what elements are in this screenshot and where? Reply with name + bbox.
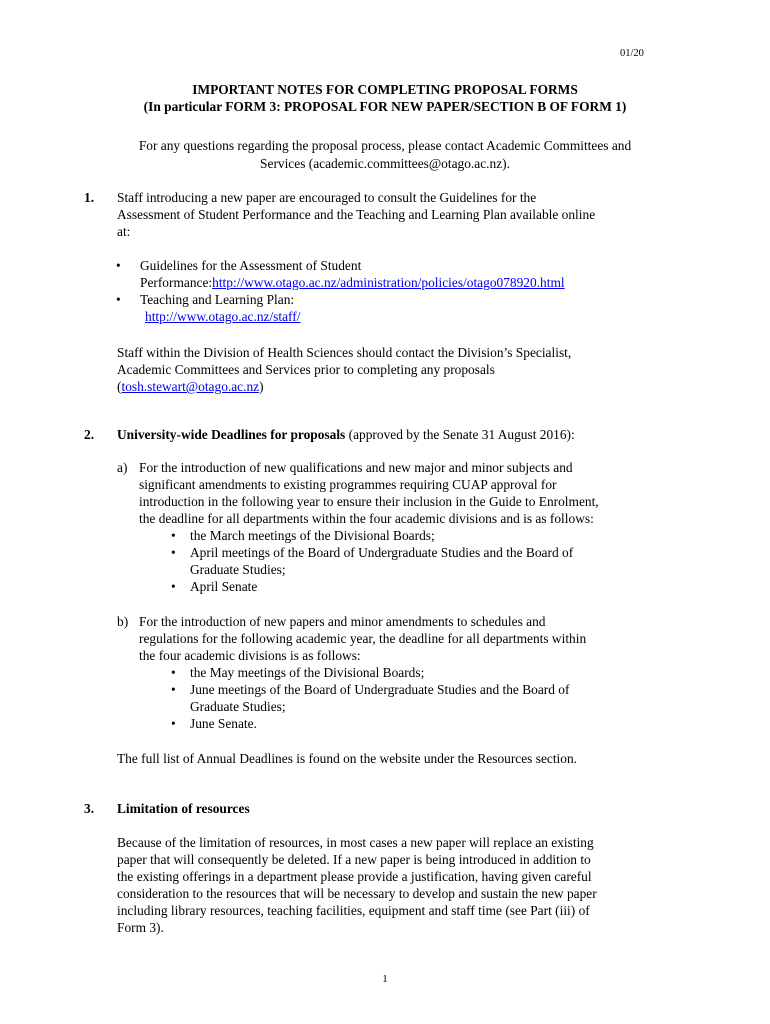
item-a-sub-2 [165,544,677,561]
item-a-sub-1-text: the March meetings of the Divisional Boards; [190,528,435,543]
section-1-line-3: at: [117,224,131,239]
section-1-number: 1. [84,190,95,205]
item-b-sub-1-text: the May meetings of the Divisional Boards; [190,665,425,680]
health-sciences-note [117,344,677,395]
page-number: 1 [382,973,388,985]
performance-prefix: Performance: [140,275,213,290]
teaching-plan-link[interactable]: http://www.otago.ac.nz/staff/ [145,309,301,324]
item-b-line-3: the four academic divisions is as follows: [139,648,361,663]
item-b-line-2: regulations for the following academic year, the deadline for all departments within [139,631,587,646]
teaching-plan-label: Teaching and Learning Plan: [140,292,295,307]
bullet-icon: • [171,545,176,560]
item-b-body [139,613,677,732]
item-a-sub-1 [165,527,677,544]
section-3-line-6: Form 3). [117,920,164,935]
bullet-icon: • [171,665,176,680]
item-a-sub-2-cont [165,561,677,578]
item-a-line-3: introduction in the following year to ensure their inclusion in the Guide to Enrolment, [139,494,599,509]
item-b-sub-3 [165,715,677,732]
section-3-body [117,834,677,936]
section-3-title: Limitation of resources [117,801,250,816]
bullet-icon: • [116,258,121,273]
item-b-sub-2-text: June meetings of the Board of Undergraduate Studies and the Board of [190,682,570,697]
section-3-number: 3. [84,801,95,816]
guidelines-bullet [116,257,680,291]
section-1-line-1: Staff introducing a new paper are encouraged to consult the Guidelines for the [117,190,537,205]
section-2-number: 2. [84,427,95,442]
item-b-sub-2-cont [165,698,677,715]
item-a-sub-3-text: April Senate [190,579,258,594]
bullet-icon: • [171,528,176,543]
item-a-line-2: significant amendments to existing programmes requiring CUAP approval for [139,477,557,492]
item-a-body [139,459,677,595]
bullet-icon: • [116,292,121,307]
teaching-plan-link-line [140,308,680,325]
item-a-line-4: the deadline for all departments within the four academic divisions and is as follows: [139,511,594,526]
item-b-label: b) [117,614,129,629]
assessment-guidelines-link[interactable]: http://www.otago.ac.nz/administration/policies/otago078920.html [212,275,565,290]
version-label: 01/20 [620,48,644,59]
section-1-text [117,189,677,240]
section-3-line-1: Because of the limitation of resources, in most cases a new paper will replace an existing [117,835,594,850]
note-line-2: Academic Committees and Services prior to completing any proposals [117,362,495,377]
item-b-sub-1 [165,664,677,681]
guidelines-bullet-line-2 [140,274,680,291]
note-close-paren: ) [259,379,264,394]
note-line-3 [117,378,677,395]
section-3-line-2: paper that will consequently be deleted. If a new paper is being introduced in addition to [117,852,591,867]
item-b [117,613,677,732]
intro-line-2: Services (academic.committees@otago.ac.nz). [260,156,510,171]
item-b-line-1: For the introduction of new papers and minor amendments to schedules and [139,614,546,629]
item-a-sub-2-cont-text: Graduate Studies; [190,562,286,577]
section-3-line-4: consideration to the resources that will be necessary to develop and sustain the new paper [117,886,597,901]
item-b-sub-2 [165,681,677,698]
section-2-title-bold: University-wide Deadlines for proposals [117,427,346,442]
section-3-line-5: including library resources, teaching facilities, equipment and staff time (see Part (iii) of [117,903,590,918]
item-a-sub-3 [165,578,677,595]
bullet-icon: • [171,716,176,731]
intro-line-1: For any questions regarding the proposal process, please contact Academic Committees and [138,138,632,153]
bullet-icon: • [171,682,176,697]
item-a-line-1: For the introduction of new qualifications and new major and minor subjects and [139,460,573,475]
section-3-line-3: the existing offerings in a department please provide a justification, having given careful [117,869,592,884]
title-line-2: (In particular FORM 3: PROPOSAL FOR NEW PAPER/SECTION B OF FORM 1) [143,99,627,114]
item-a [117,459,677,595]
note-line-1: Staff within the Division of Health Sciences should contact the Division’s Specialist, [117,345,572,360]
item-b-sub-3-text: June Senate. [190,716,257,731]
section-2-title [117,426,677,443]
section-2-title-rest: (approved by the Senate 31 August 2016): [345,427,575,442]
teaching-plan-bullet [116,291,680,325]
bullet-icon: • [171,579,176,594]
item-a-label: a) [117,460,128,475]
section-1-line-2: Assessment of Student Performance and the Teaching and Learning Plan available online [117,207,596,222]
title-line-1: IMPORTANT NOTES FOR COMPLETING PROPOSAL FORMS [192,82,578,97]
item-a-sub-2-text: April meetings of the Board of Undergraduate Studies and the Board of [190,545,574,560]
deadlines-footer-note: The full list of Annual Deadlines is found on the website under the Resources section. [117,751,578,766]
guidelines-bullet-line-1: Guidelines for the Assessment of Student [140,258,362,273]
tosh-email-link[interactable]: tosh.stewart@otago.ac.nz [121,379,260,394]
note-open-paren: ( [117,379,122,394]
item-b-sub-2-cont-text: Graduate Studies; [190,699,286,714]
